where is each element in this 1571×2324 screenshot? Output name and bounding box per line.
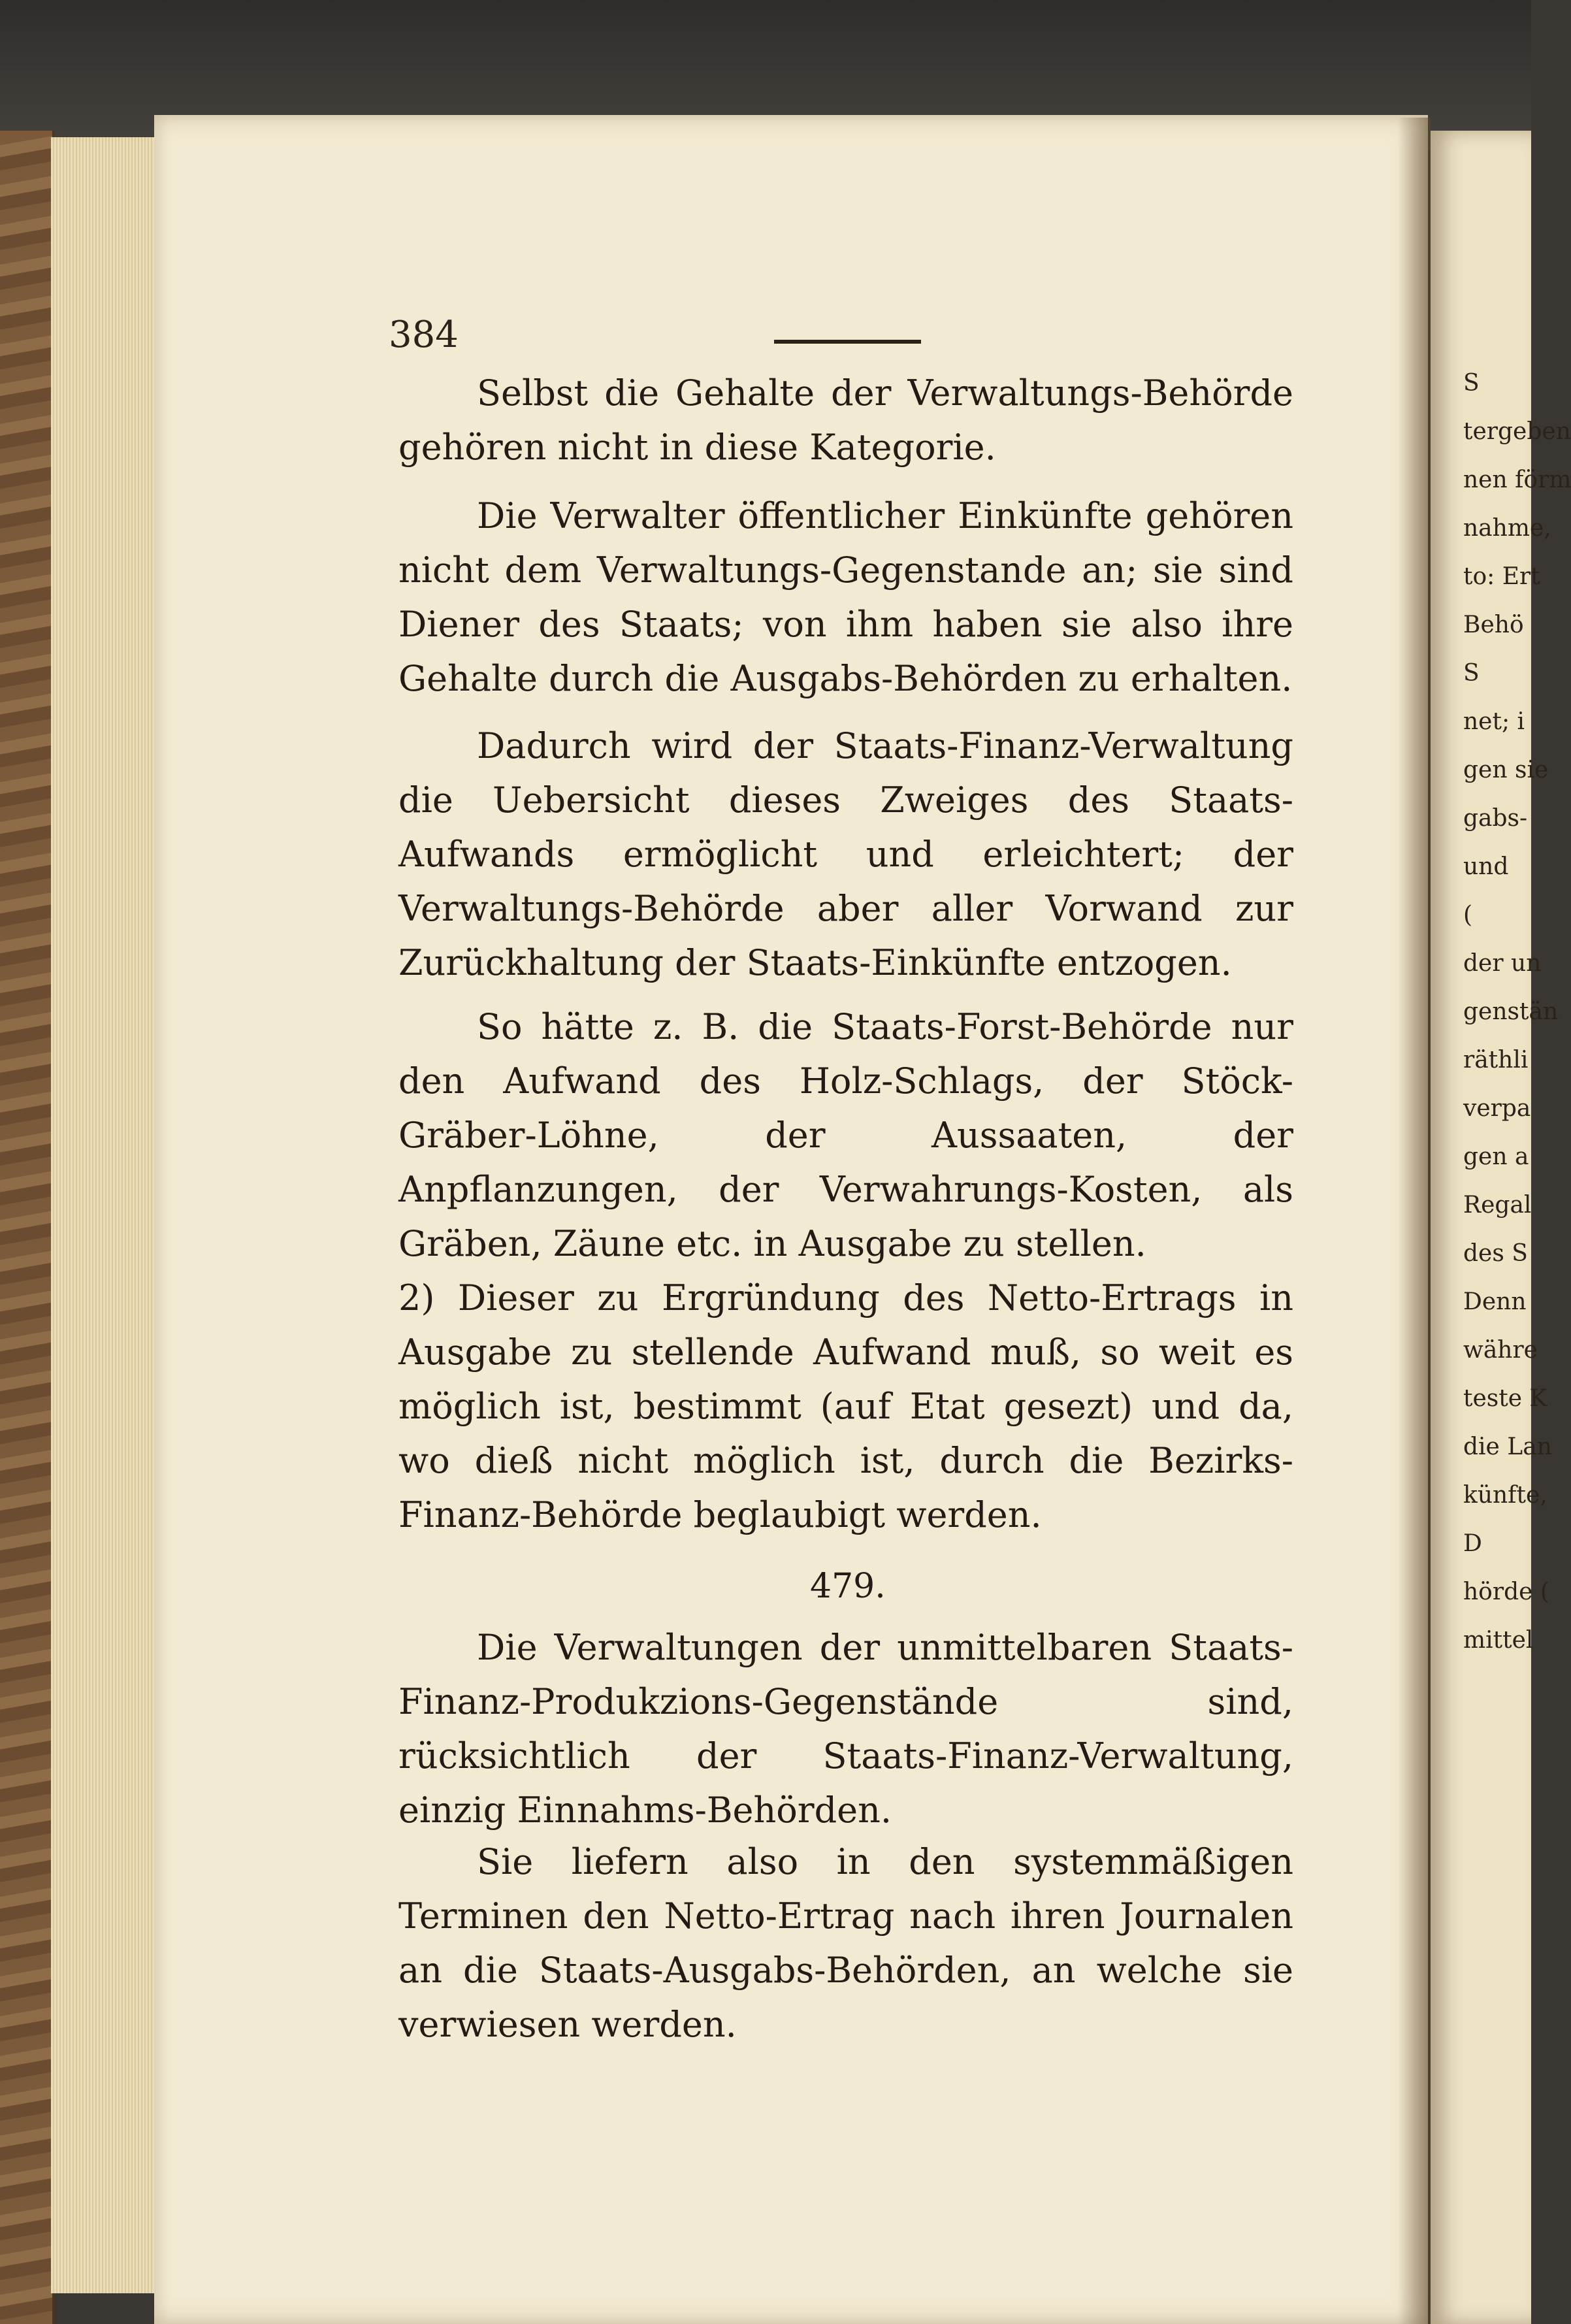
edge-line: gen sie <box>1463 757 1549 783</box>
edge-line: D <box>1463 1530 1482 1557</box>
edge-line: to: Ert <box>1463 563 1540 590</box>
edge-line: künfte, <box>1463 1482 1547 1509</box>
edge-line: nen förm <box>1463 466 1571 493</box>
edge-line: der un <box>1463 950 1542 977</box>
paragraph-4: So hätte z. B. die Staats-Forst-Behörde nur den Aufwand des Holz-Schlags, der Stöck-Gräber-Löhne, der Aussaaten, der Anpflanzungen, der Verwahrungs-Kosten, als Gräben, Zäune etc. in Ausgabe zu stellen. <box>398 1006 1293 1264</box>
edge-line: ( <box>1463 902 1473 928</box>
section-paragraph-2: Sie liefern also in den systemmäßigen Terminen den Netto-Ertrag nach ihren Journalen an die Staats-Ausgabs-Behörden, an welche sie verwiesen werden. <box>398 1841 1293 2045</box>
section-paragraph-1: Die Verwaltungen der unmittelbaren Staats-Finanz-Produkzions-Gegenstände sind, rücksichtlich der Staats-Finanz-Verwaltung, einzig Einnahms-Behörden. <box>398 1627 1293 1831</box>
edge-line: gabs- <box>1463 805 1528 832</box>
edge-line: S <box>1463 370 1480 397</box>
edge-line: und <box>1463 853 1509 880</box>
paragraph-2: Die Verwalter öffentlicher Einkünfte gehören nicht dem Verwaltungs-Gegenstande an; sie sind Diener des Staats; von ihm haben sie also ihre Gehalte durch die Ausgabs-Behörden zu erhalten. <box>398 495 1293 699</box>
page-gutter-shadow <box>1398 118 1431 2324</box>
edge-line: tergeben <box>1463 418 1571 445</box>
edge-line: teste K <box>1463 1385 1547 1412</box>
edge-line: gen a <box>1463 1143 1529 1170</box>
edge-line: die Lan <box>1463 1433 1552 1460</box>
header-rule <box>774 340 921 344</box>
paragraph-1: Selbst die Gehalte der Verwaltungs-Behörde gehören nicht in diese Kategorie. <box>398 372 1293 468</box>
paragraph-3: Dadurch wird der Staats-Finanz-Verwaltung die Uebersicht dieses Zweiges des Staats-Aufwands ermöglicht und erleichtert; der Verwaltungs-Behörde aber aller Vorwand zur Zurückhaltung der Staats-Einkünfte entzogen. <box>398 725 1293 983</box>
edge-line: Regal <box>1463 1192 1532 1219</box>
edge-line: des S <box>1463 1240 1528 1267</box>
edge-line: währe <box>1463 1337 1538 1364</box>
edge-line: verpa <box>1463 1095 1531 1122</box>
edge-line: S <box>1463 660 1480 687</box>
paragraph-5: 2) Dieser zu Ergründung des Netto-Ertrags in Ausgabe zu stellende Aufwand muß, so weit es möglich ist, bestimmt (auf Etat gesezt) und da, wo dieß nicht möglich ist, durch die Bezirks-Finanz-Behörde beglaubigt werden. <box>398 1277 1293 1535</box>
page-number: 384 <box>389 314 459 356</box>
edge-line: hörde ( <box>1463 1579 1549 1605</box>
book-cover-edge <box>0 131 54 2324</box>
edge-line: net; i <box>1463 708 1525 735</box>
next-page-edge-text <box>1463 359 1571 1665</box>
edge-line: mittel <box>1463 1627 1534 1654</box>
edge-line: Behö <box>1463 612 1524 638</box>
edge-line: genstän <box>1463 998 1559 1025</box>
edge-line: Denn <box>1463 1288 1527 1315</box>
page-stack-edges <box>51 137 157 2293</box>
edge-line: räthli <box>1463 1047 1529 1073</box>
section-number: 479. <box>810 1567 886 1606</box>
edge-line: nahme, <box>1463 515 1551 542</box>
